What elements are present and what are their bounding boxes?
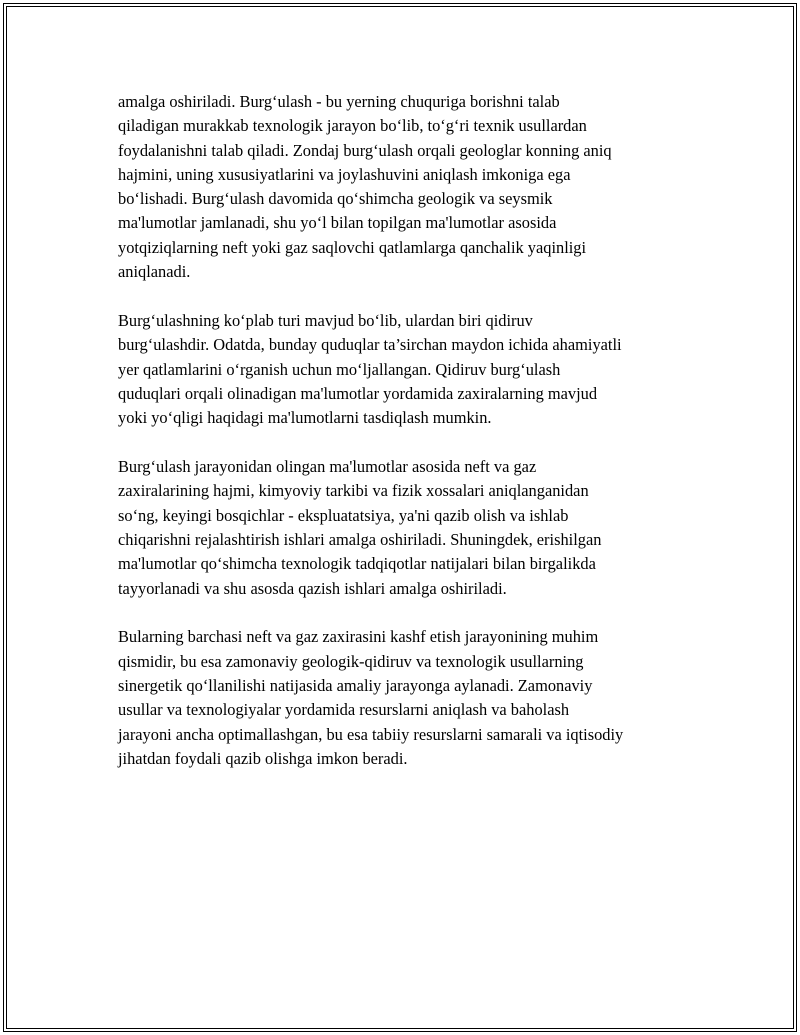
text-line: bo‘lishadi. Burg‘ulash davomida qo‘shimcha geologik va seysmik bbox=[118, 189, 553, 209]
text-line: ma'lumotlar qo‘shimcha texnologik tadqiqotlar natijalari bilan birgalikda bbox=[118, 554, 596, 574]
text-line: jarayoni ancha optimallashgan, bu esa tabiiy resurslarni samarali va iqtisodiy bbox=[118, 724, 624, 744]
text-line: tayyorlanadi va shu asosda qazish ishlari amalga oshiriladi. bbox=[118, 578, 507, 598]
text-line: quduqlari orqali olinadigan ma'lumotlar yordamida zaxiralarning mavjud bbox=[118, 383, 598, 403]
text-line: so‘ng, keyingi bosqichlar - ekspluatatsiya, ya'ni qazib olish va ishlab bbox=[118, 505, 569, 525]
paragraph-2 bbox=[118, 309, 693, 430]
text-line: Burg‘ulashning ko‘plab turi mavjud bo‘lib, ulardan biri qidiruv bbox=[118, 310, 533, 330]
text-line: ma'lumotlar jamlanadi, shu yo‘l bilan topilgan ma'lumotlar asosida bbox=[118, 213, 557, 233]
text-line: yotqiziqlarning neft yoki gaz saqlovchi qatlamlarga qanchalik yaqinligi bbox=[118, 237, 587, 257]
text-line: qiladigan murakkab texnologik jarayon bo‘lib, to‘g‘ri texnik usullardan bbox=[118, 116, 587, 136]
paragraph-1 bbox=[118, 90, 693, 284]
text-line: Burg‘ulash jarayonidan olingan ma'lumotlar asosida neft va gaz bbox=[118, 457, 537, 477]
text-line: Bularning barchasi neft va gaz zaxirasini kashf etish jarayonining muhim bbox=[118, 627, 599, 647]
text-line: yoki yo‘qligi haqidagi ma'lumotlarni tasdiqlash mumkin. bbox=[118, 408, 492, 428]
text-line: qismidir, bu esa zamonaviy geologik-qidiruv va texnologik usullarning bbox=[118, 651, 584, 671]
text-line: foydalanishni talab qiladi. Zondaj burg‘ulash orqali geologlar konning aniq bbox=[118, 140, 612, 160]
text-line: usullar va texnologiyalar yordamida resurslarni aniqlash va baholash bbox=[118, 700, 570, 720]
text-line: burg‘ulashdir. Odatda, bunday quduqlar ta’sirchan maydon ichida ahamiyatli bbox=[118, 335, 622, 355]
document-body bbox=[118, 90, 693, 796]
text-line: zaxiralarining hajmi, kimyoviy tarkibi va fizik xossalari aniqlanganidan bbox=[118, 481, 589, 501]
text-line: amalga oshiriladi. Burg‘ulash - bu yerning chuquriga borishni talab bbox=[118, 92, 560, 111]
paragraph-4 bbox=[118, 625, 693, 771]
text-line: yer qatlamlarini o‘rganish uchun mo‘ljallangan. Qidiruv burg‘ulash bbox=[118, 359, 561, 379]
paragraph-3 bbox=[118, 455, 693, 601]
text-line: aniqlanadi. bbox=[118, 262, 191, 282]
text-line: chiqarishni rejalashtirish ishlari amalga oshiriladi. Shuningdek, erishilgan bbox=[118, 529, 602, 549]
text-line: jihatdan foydali qazib olishga imkon beradi. bbox=[118, 748, 408, 768]
text-line: hajmini, uning xususiyatlarini va joylashuvini aniqlash imkoniga ega bbox=[118, 164, 571, 184]
text-line: sinergetik qo‘llanilishi natijasida amaliy jarayonga aylanadi. Zamonaviy bbox=[118, 676, 593, 696]
